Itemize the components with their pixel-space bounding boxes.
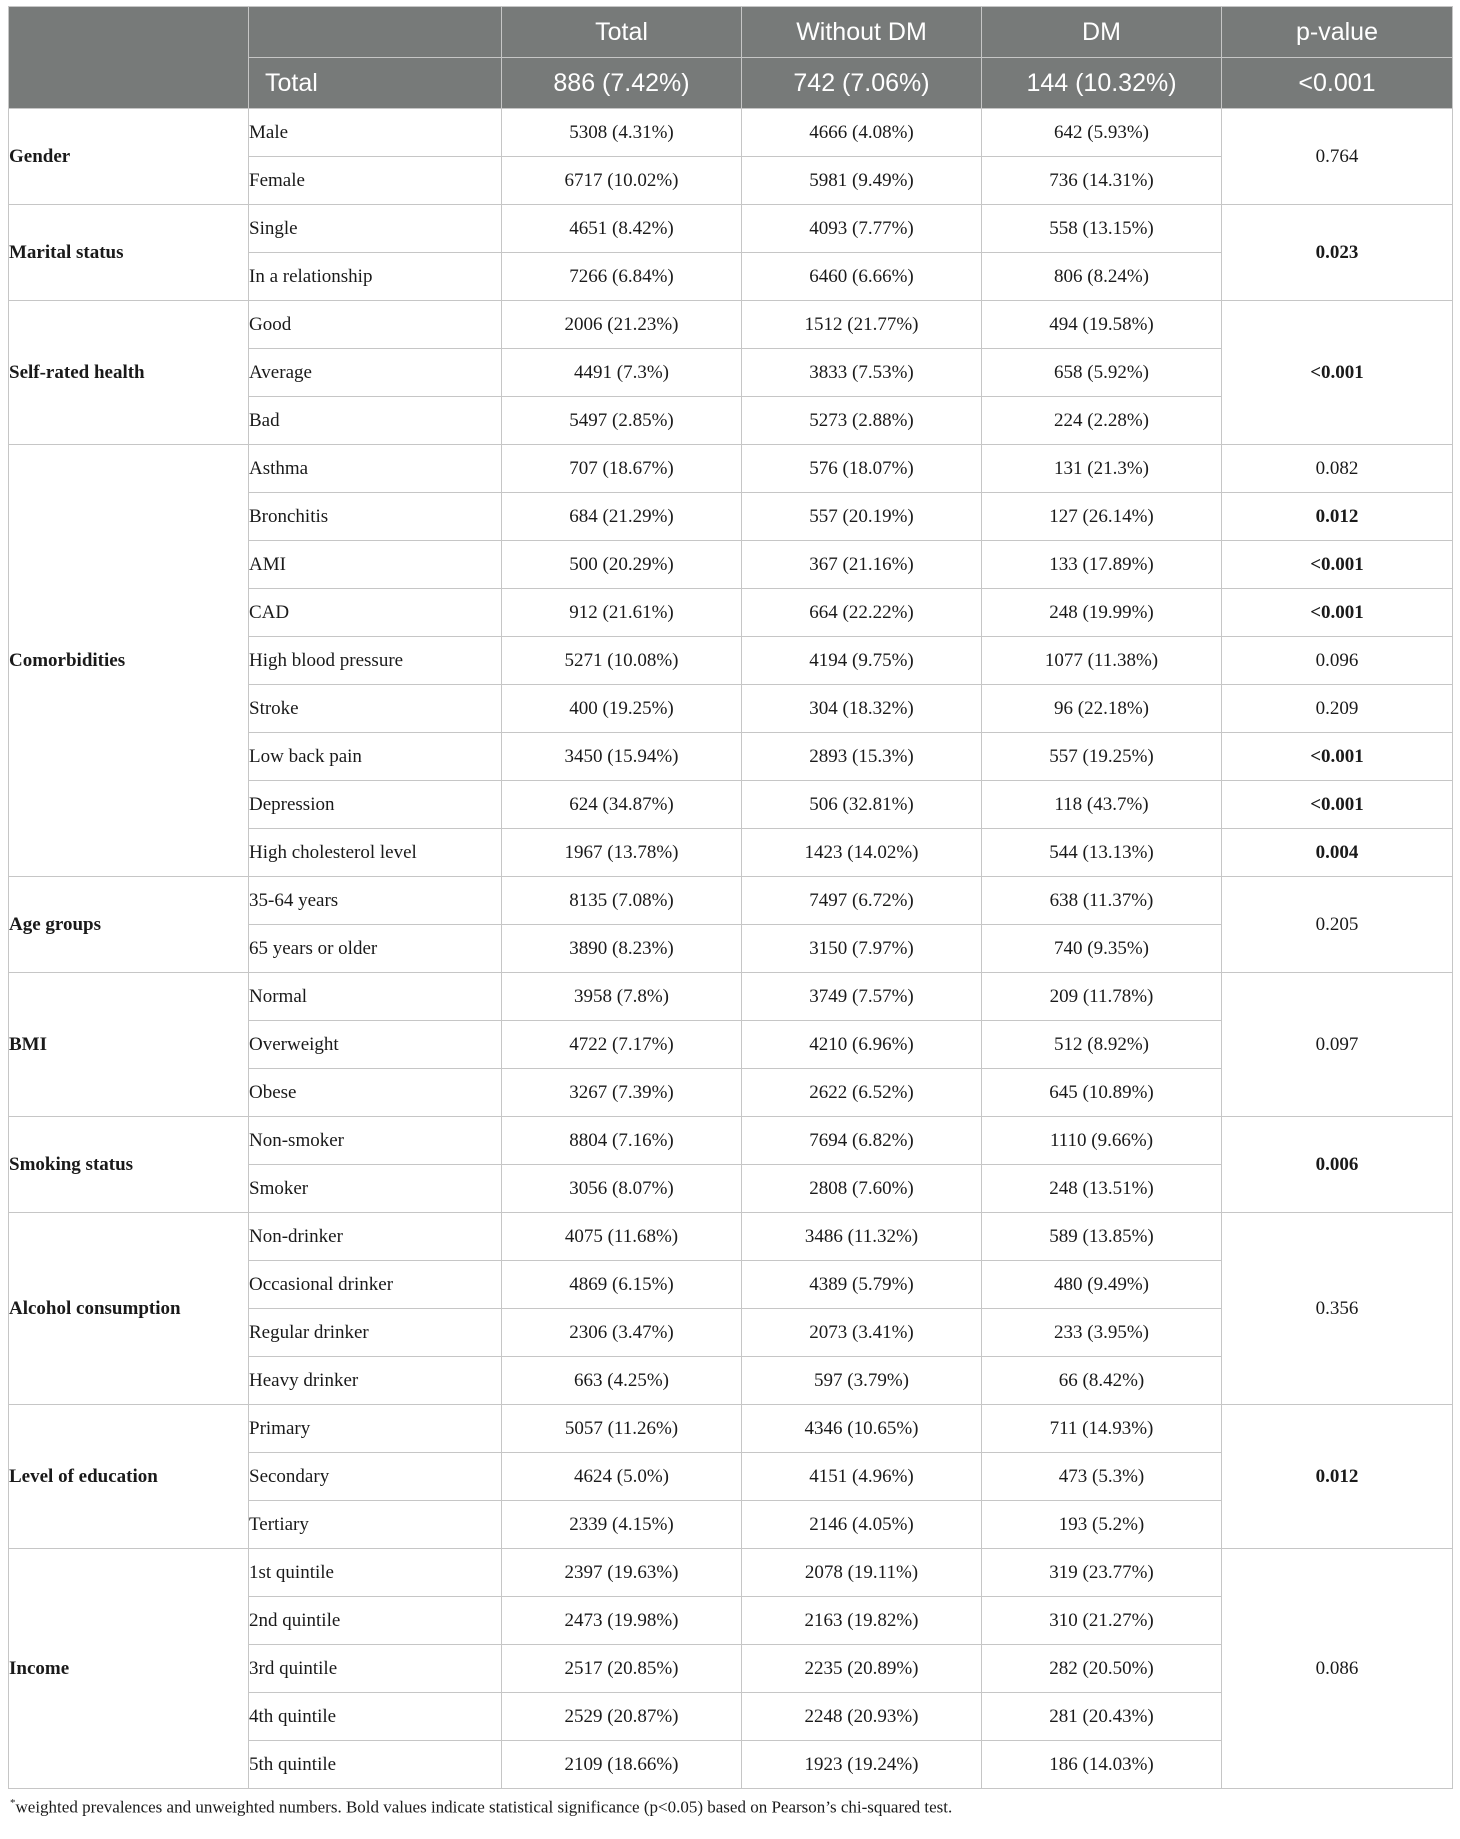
p-value: 0.023: [1222, 205, 1453, 301]
without-dm-value: 3486 (11.32%): [742, 1213, 982, 1261]
without-dm-value: 1423 (14.02%): [742, 829, 982, 877]
category-label: Bronchitis: [249, 493, 502, 541]
table-row: [9, 1213, 1453, 1261]
table-body: [9, 109, 1453, 1789]
total-value: 4651 (8.42%): [502, 205, 742, 253]
without-dm-value: 4666 (4.08%): [742, 109, 982, 157]
category-label: Stroke: [249, 685, 502, 733]
without-dm-value: 2893 (15.3%): [742, 733, 982, 781]
p-value: <0.001: [1222, 733, 1453, 781]
p-value: 0.764: [1222, 109, 1453, 205]
without-dm-value: 5273 (2.88%): [742, 397, 982, 445]
total-value: 500 (20.29%): [502, 541, 742, 589]
without-dm-value: 3150 (7.97%): [742, 925, 982, 973]
total-value: 4624 (5.0%): [502, 1453, 742, 1501]
total-value: 6717 (10.02%): [502, 157, 742, 205]
dm-value: 133 (17.89%): [982, 541, 1222, 589]
footnote: [8, 1797, 1452, 1818]
group-label: Gender: [9, 109, 249, 205]
p-value: 0.209: [1222, 685, 1453, 733]
without-dm-value: 367 (21.16%): [742, 541, 982, 589]
without-dm-value: 2078 (19.11%): [742, 1549, 982, 1597]
p-value: <0.001: [1222, 781, 1453, 829]
total-value: 4722 (7.17%): [502, 1021, 742, 1069]
dm-value: 1110 (9.66%): [982, 1117, 1222, 1165]
total-value: 400 (19.25%): [502, 685, 742, 733]
table-row: [9, 205, 1453, 253]
without-dm-value: 5981 (9.49%): [742, 157, 982, 205]
without-dm-value: 3749 (7.57%): [742, 973, 982, 1021]
category-label: Average: [249, 349, 502, 397]
category-label: Tertiary: [249, 1501, 502, 1549]
dm-value: 248 (13.51%): [982, 1165, 1222, 1213]
without-dm-value: 4093 (7.77%): [742, 205, 982, 253]
dm-value: 589 (13.85%): [982, 1213, 1222, 1261]
dm-value: 711 (14.93%): [982, 1405, 1222, 1453]
without-dm-value: 1512 (21.77%): [742, 301, 982, 349]
category-label: Smoker: [249, 1165, 502, 1213]
table-row: [9, 445, 1453, 493]
dm-value: 480 (9.49%): [982, 1261, 1222, 1309]
dm-value: 282 (20.50%): [982, 1645, 1222, 1693]
without-dm-value: 4194 (9.75%): [742, 637, 982, 685]
dm-value: 96 (22.18%): [982, 685, 1222, 733]
p-value: 0.096: [1222, 637, 1453, 685]
without-dm-value: 1923 (19.24%): [742, 1741, 982, 1789]
category-label: Occasional drinker: [249, 1261, 502, 1309]
without-dm-value: 7694 (6.82%): [742, 1117, 982, 1165]
column-header-p-value: p-value: [1222, 7, 1453, 58]
total-value: 3450 (15.94%): [502, 733, 742, 781]
category-label: Non-drinker: [249, 1213, 502, 1261]
dm-value: 638 (11.37%): [982, 877, 1222, 925]
category-label: 1st quintile: [249, 1549, 502, 1597]
table-row: [9, 109, 1453, 157]
category-label: Depression: [249, 781, 502, 829]
without-dm-value: 2146 (4.05%): [742, 1501, 982, 1549]
without-dm-value: 2073 (3.41%): [742, 1309, 982, 1357]
dm-value: 544 (13.13%): [982, 829, 1222, 877]
table-row: [9, 973, 1453, 1021]
category-label: Good: [249, 301, 502, 349]
dm-value: 131 (21.3%): [982, 445, 1222, 493]
table-row: [9, 877, 1453, 925]
without-dm-value: 664 (22.22%): [742, 589, 982, 637]
dm-value: 248 (19.99%): [982, 589, 1222, 637]
dm-value: 473 (5.3%): [982, 1453, 1222, 1501]
table-row: [9, 1117, 1453, 1165]
category-label: Primary: [249, 1405, 502, 1453]
dm-value: 186 (14.03%): [982, 1741, 1222, 1789]
footnote-marker: *: [10, 1797, 16, 1809]
dm-value: 224 (2.28%): [982, 397, 1222, 445]
footnote-text: weighted prevalences and unweighted numbers. Bold values indicate statistical significance (p<0.05) based on Pearson’s chi-squared test.: [15, 1797, 953, 1817]
total-value: 3056 (8.07%): [502, 1165, 742, 1213]
category-label: Male: [249, 109, 502, 157]
category-label: Regular drinker: [249, 1309, 502, 1357]
total-value: 4869 (6.15%): [502, 1261, 742, 1309]
dm-value: 193 (5.2%): [982, 1501, 1222, 1549]
p-value: <0.001: [1222, 541, 1453, 589]
without-dm-value: 6460 (6.66%): [742, 253, 982, 301]
total-value: 8135 (7.08%): [502, 877, 742, 925]
dm-value: 494 (19.58%): [982, 301, 1222, 349]
column-header-total: Total: [502, 7, 742, 58]
total-value: 8804 (7.16%): [502, 1117, 742, 1165]
group-label: Comorbidities: [9, 445, 249, 877]
without-dm-value: 7497 (6.72%): [742, 877, 982, 925]
total-value: 2109 (18.66%): [502, 1741, 742, 1789]
dm-value: 658 (5.92%): [982, 349, 1222, 397]
p-value: 0.082: [1222, 445, 1453, 493]
total-value: 2306 (3.47%): [502, 1309, 742, 1357]
column-header-dm: DM: [982, 7, 1222, 58]
category-label: Single: [249, 205, 502, 253]
category-label: 35-64 years: [249, 877, 502, 925]
dm-value: 66 (8.42%): [982, 1357, 1222, 1405]
total-row-p-value: <0.001: [1222, 58, 1453, 109]
category-label: Low back pain: [249, 733, 502, 781]
p-value: 0.356: [1222, 1213, 1453, 1405]
total-value: 2473 (19.98%): [502, 1597, 742, 1645]
without-dm-value: 4210 (6.96%): [742, 1021, 982, 1069]
p-value: <0.001: [1222, 589, 1453, 637]
total-value: 912 (21.61%): [502, 589, 742, 637]
dm-value: 209 (11.78%): [982, 973, 1222, 1021]
dm-value: 557 (19.25%): [982, 733, 1222, 781]
p-value: 0.205: [1222, 877, 1453, 973]
p-value: <0.001: [1222, 301, 1453, 445]
without-dm-value: 304 (18.32%): [742, 685, 982, 733]
category-label: Non-smoker: [249, 1117, 502, 1165]
total-value: 2339 (4.15%): [502, 1501, 742, 1549]
total-value: 2517 (20.85%): [502, 1645, 742, 1693]
dm-value: 806 (8.24%): [982, 253, 1222, 301]
category-label: Female: [249, 157, 502, 205]
dm-value: 233 (3.95%): [982, 1309, 1222, 1357]
dm-value: 1077 (11.38%): [982, 637, 1222, 685]
without-dm-value: 4389 (5.79%): [742, 1261, 982, 1309]
dm-value: 127 (26.14%): [982, 493, 1222, 541]
category-label: 5th quintile: [249, 1741, 502, 1789]
without-dm-value: 2622 (6.52%): [742, 1069, 982, 1117]
category-label: Asthma: [249, 445, 502, 493]
total-value: 7266 (6.84%): [502, 253, 742, 301]
total-value: 663 (4.25%): [502, 1357, 742, 1405]
dm-value: 642 (5.93%): [982, 109, 1222, 157]
category-label: Secondary: [249, 1453, 502, 1501]
total-value: 1967 (13.78%): [502, 829, 742, 877]
category-label: High cholesterol level: [249, 829, 502, 877]
total-value: 624 (34.87%): [502, 781, 742, 829]
dm-value: 319 (23.77%): [982, 1549, 1222, 1597]
header-empty-cell: [249, 7, 502, 58]
total-value: 3267 (7.39%): [502, 1069, 742, 1117]
without-dm-value: 2808 (7.60%): [742, 1165, 982, 1213]
table-row: [9, 1405, 1453, 1453]
total-value: 5271 (10.08%): [502, 637, 742, 685]
dm-value: 118 (43.7%): [982, 781, 1222, 829]
category-label: 4th quintile: [249, 1693, 502, 1741]
header-row: [9, 7, 1453, 58]
total-value: 4075 (11.68%): [502, 1213, 742, 1261]
without-dm-value: 4151 (4.96%): [742, 1453, 982, 1501]
header-blank-cell: [9, 7, 249, 109]
group-label: Smoking status: [9, 1117, 249, 1213]
category-label: Overweight: [249, 1021, 502, 1069]
total-value: 3890 (8.23%): [502, 925, 742, 973]
total-value: 3958 (7.8%): [502, 973, 742, 1021]
dm-value: 512 (8.92%): [982, 1021, 1222, 1069]
total-row-total: 886 (7.42%): [502, 58, 742, 109]
group-label: Marital status: [9, 205, 249, 301]
without-dm-value: 4346 (10.65%): [742, 1405, 982, 1453]
total-row-label: Total: [249, 58, 502, 109]
total-value: 5497 (2.85%): [502, 397, 742, 445]
category-label: AMI: [249, 541, 502, 589]
dm-value: 281 (20.43%): [982, 1693, 1222, 1741]
total-value: 684 (21.29%): [502, 493, 742, 541]
without-dm-value: 3833 (7.53%): [742, 349, 982, 397]
without-dm-value: 2248 (20.93%): [742, 1693, 982, 1741]
prevalence-table: [8, 6, 1453, 1789]
group-label: Self-rated health: [9, 301, 249, 445]
p-value: 0.006: [1222, 1117, 1453, 1213]
category-label: 2nd quintile: [249, 1597, 502, 1645]
total-value: 2397 (19.63%): [502, 1549, 742, 1597]
p-value: 0.004: [1222, 829, 1453, 877]
without-dm-value: 576 (18.07%): [742, 445, 982, 493]
total-row-without-dm: 742 (7.06%): [742, 58, 982, 109]
total-value: 2529 (20.87%): [502, 1693, 742, 1741]
total-row-dm: 144 (10.32%): [982, 58, 1222, 109]
p-value: 0.097: [1222, 973, 1453, 1117]
total-value: 707 (18.67%): [502, 445, 742, 493]
category-label: Heavy drinker: [249, 1357, 502, 1405]
group-label: Age groups: [9, 877, 249, 973]
table-container: [8, 6, 1452, 1818]
table-header: [9, 7, 1453, 109]
without-dm-value: 2235 (20.89%): [742, 1645, 982, 1693]
dm-value: 736 (14.31%): [982, 157, 1222, 205]
table-row: [9, 301, 1453, 349]
total-value: 4491 (7.3%): [502, 349, 742, 397]
without-dm-value: 2163 (19.82%): [742, 1597, 982, 1645]
category-label: In a relationship: [249, 253, 502, 301]
p-value: 0.012: [1222, 493, 1453, 541]
dm-value: 310 (21.27%): [982, 1597, 1222, 1645]
group-label: Alcohol consumption: [9, 1213, 249, 1405]
p-value: 0.086: [1222, 1549, 1453, 1789]
category-label: Bad: [249, 397, 502, 445]
column-header-without-dm: Without DM: [742, 7, 982, 58]
total-value: 5308 (4.31%): [502, 109, 742, 157]
group-label: BMI: [9, 973, 249, 1117]
category-label: Normal: [249, 973, 502, 1021]
category-label: High blood pressure: [249, 637, 502, 685]
without-dm-value: 506 (32.81%): [742, 781, 982, 829]
group-label: Income: [9, 1549, 249, 1789]
p-value: 0.012: [1222, 1405, 1453, 1549]
without-dm-value: 557 (20.19%): [742, 493, 982, 541]
dm-value: 645 (10.89%): [982, 1069, 1222, 1117]
total-value: 5057 (11.26%): [502, 1405, 742, 1453]
without-dm-value: 597 (3.79%): [742, 1357, 982, 1405]
dm-value: 740 (9.35%): [982, 925, 1222, 973]
category-label: CAD: [249, 589, 502, 637]
category-label: 65 years or older: [249, 925, 502, 973]
category-label: Obese: [249, 1069, 502, 1117]
total-value: 2006 (21.23%): [502, 301, 742, 349]
dm-value: 558 (13.15%): [982, 205, 1222, 253]
category-label: 3rd quintile: [249, 1645, 502, 1693]
group-label: Level of education: [9, 1405, 249, 1549]
table-row: [9, 1549, 1453, 1597]
